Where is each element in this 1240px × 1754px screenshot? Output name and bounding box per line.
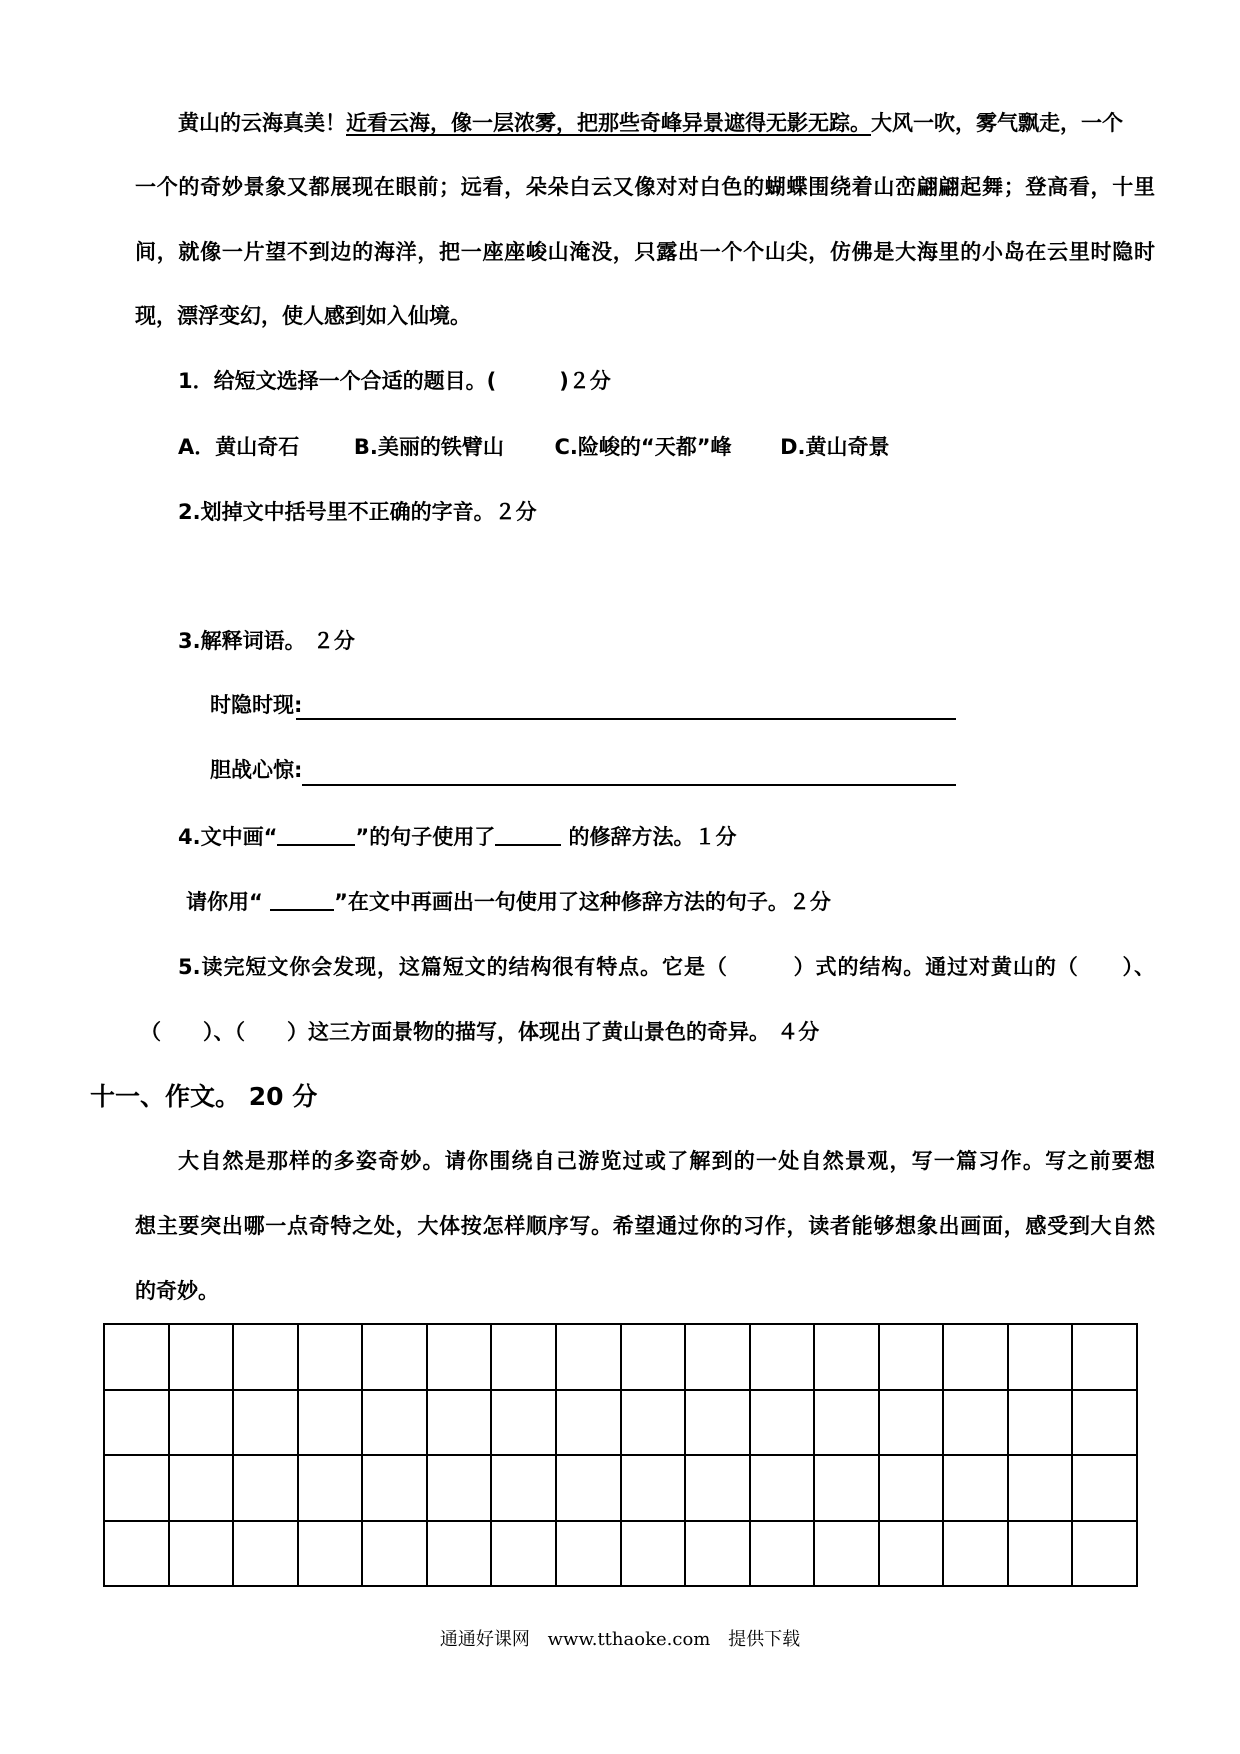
grid-cell[interactable] bbox=[105, 1391, 170, 1457]
grid-cell[interactable] bbox=[170, 1325, 235, 1391]
grid-cell[interactable] bbox=[428, 1325, 493, 1391]
grid-cell[interactable] bbox=[492, 1325, 557, 1391]
grid-cell[interactable] bbox=[234, 1522, 299, 1588]
grid-cell[interactable] bbox=[1009, 1325, 1074, 1391]
passage-line-1 bbox=[178, 108, 1155, 138]
question-4-line-2-part-b: ”在文中再画出一句使用了这种修辞方法的句子。２分 bbox=[334, 890, 831, 914]
grid-cell[interactable] bbox=[170, 1456, 235, 1522]
grid-cell[interactable] bbox=[363, 1325, 428, 1391]
grid-cell[interactable] bbox=[751, 1522, 816, 1588]
passage-line-1-suffix: 大风一吹，雾气飘走，一个 bbox=[871, 111, 1123, 135]
term-2-label: 胆战心惊: bbox=[210, 758, 303, 782]
option-a: A．黄山奇石 bbox=[178, 435, 300, 459]
question-4-line-2 bbox=[186, 887, 831, 917]
grid-cell[interactable] bbox=[944, 1522, 1009, 1588]
footer-note: 提供下载 bbox=[728, 1629, 801, 1650]
grid-cell[interactable] bbox=[1073, 1522, 1138, 1588]
grid-cell[interactable] bbox=[492, 1391, 557, 1457]
footer-site-name: 通通好课网 bbox=[439, 1629, 530, 1650]
grid-cell[interactable] bbox=[299, 1391, 364, 1457]
grid-cell[interactable] bbox=[428, 1522, 493, 1588]
option-b: B.美丽的铁臂山 bbox=[353, 435, 504, 459]
grid-cell[interactable] bbox=[815, 1391, 880, 1457]
grid-cell[interactable] bbox=[1009, 1391, 1074, 1457]
grid-cell[interactable] bbox=[751, 1391, 816, 1457]
essay-prompt-line-1: 大自然是那样的多姿奇妙。请你围绕自己游览过或了解到的一处自然景观，写一篇习作。写之前要想 bbox=[178, 1149, 1155, 1173]
option-c: C.险峻的“天都”峰 bbox=[554, 435, 732, 459]
passage-underlined-sentence: 近看云海，像一层浓雾，把那些奇峰异景遮得无影无踪。 bbox=[346, 111, 871, 135]
grid-cell[interactable] bbox=[234, 1325, 299, 1391]
grid-cell[interactable] bbox=[299, 1522, 364, 1588]
grid-cell[interactable] bbox=[1073, 1391, 1138, 1457]
grid-cell[interactable] bbox=[105, 1325, 170, 1391]
term-1-label: 时隐时现: bbox=[210, 693, 303, 717]
question-5-line-1: 5.读完短文你会发现，这篇短文的结构很有特点。它是（ ）式的结构。通过对黄山的（ ）、 bbox=[178, 955, 1155, 979]
question-5-line-2: （ ）、（ ）这三方面景物的描写，体现出了黄山景色的奇异。 ４分 bbox=[140, 1020, 820, 1044]
grid-cell[interactable] bbox=[557, 1325, 622, 1391]
grid-cell[interactable] bbox=[944, 1325, 1009, 1391]
grid-cell[interactable] bbox=[815, 1456, 880, 1522]
option-d: D.黄山奇景 bbox=[780, 435, 890, 459]
grid-cell[interactable] bbox=[1073, 1325, 1138, 1391]
grid-cell[interactable] bbox=[751, 1325, 816, 1391]
grid-cell[interactable] bbox=[428, 1391, 493, 1457]
term-1-answer-line[interactable] bbox=[296, 718, 956, 720]
question-4 bbox=[178, 822, 737, 852]
grid-cell[interactable] bbox=[234, 1391, 299, 1457]
passage-line-4: 现，漂浮变幻，使人感到如入仙境。 bbox=[135, 304, 471, 328]
passage-line-3: 间，就像一片望不到边的海洋，把一座座峻山淹没，只露出一个个山尖，仿佛是大海里的小岛在云里时隐时 bbox=[135, 240, 1155, 264]
grid-cell[interactable] bbox=[1009, 1456, 1074, 1522]
grid-cell[interactable] bbox=[557, 1456, 622, 1522]
footer-url: www.tthaoke.com bbox=[547, 1629, 711, 1650]
grid-cell[interactable] bbox=[944, 1456, 1009, 1522]
question-1: 1．给短文选择一个合适的题目。( )２分 bbox=[178, 369, 611, 393]
grid-cell[interactable] bbox=[880, 1522, 945, 1588]
grid-cell[interactable] bbox=[815, 1522, 880, 1588]
grid-cell[interactable] bbox=[880, 1325, 945, 1391]
question-4-part-a: 4.文中画“ bbox=[178, 825, 278, 849]
grid-cell[interactable] bbox=[234, 1456, 299, 1522]
essay-heading: 十一、作文。 20 分 bbox=[90, 1082, 318, 1111]
rhetoric-answer-blank[interactable] bbox=[495, 822, 561, 846]
question-4-part-b: ”的句子使用了 bbox=[355, 825, 496, 849]
grid-cell[interactable] bbox=[1009, 1522, 1074, 1588]
grid-cell[interactable] bbox=[492, 1522, 557, 1588]
question-4-part-c: 的修辞方法。１分 bbox=[561, 825, 737, 849]
grid-cell[interactable] bbox=[105, 1522, 170, 1588]
underline-mark-sample-2 bbox=[270, 887, 334, 911]
passage-line-2: 一个的奇妙景象又都展现在眼前；远看，朵朵白云又像对对白色的蝴蝶围绕着山峦翩翩起舞；登高看，十里 bbox=[135, 175, 1155, 199]
grid-cell[interactable] bbox=[170, 1391, 235, 1457]
grid-cell[interactable] bbox=[299, 1456, 364, 1522]
grid-cell[interactable] bbox=[492, 1456, 557, 1522]
grid-cell[interactable] bbox=[105, 1456, 170, 1522]
writing-grid[interactable] bbox=[103, 1323, 1138, 1587]
grid-cell[interactable] bbox=[880, 1391, 945, 1457]
grid-cell[interactable] bbox=[815, 1325, 880, 1391]
grid-cell[interactable] bbox=[686, 1522, 751, 1588]
grid-cell[interactable] bbox=[299, 1325, 364, 1391]
grid-cell[interactable] bbox=[944, 1391, 1009, 1457]
underline-mark-sample bbox=[277, 822, 355, 846]
question-1-options bbox=[178, 432, 890, 462]
grid-cell[interactable] bbox=[622, 1325, 687, 1391]
grid-cell[interactable] bbox=[363, 1391, 428, 1457]
footer bbox=[0, 1628, 1240, 1652]
grid-cell[interactable] bbox=[363, 1522, 428, 1588]
grid-cell[interactable] bbox=[622, 1456, 687, 1522]
grid-cell[interactable] bbox=[428, 1456, 493, 1522]
question-4-line-2-part-a: 请你用“ bbox=[186, 890, 271, 914]
grid-cell[interactable] bbox=[622, 1391, 687, 1457]
essay-prompt-line-3: 的奇妙。 bbox=[135, 1279, 219, 1303]
question-3: 3.解释词语。 ２分 bbox=[178, 629, 355, 653]
grid-cell[interactable] bbox=[880, 1456, 945, 1522]
question-2: 2.划掉文中括号里不正确的字音。２分 bbox=[178, 500, 537, 524]
grid-cell[interactable] bbox=[363, 1456, 428, 1522]
grid-cell[interactable] bbox=[686, 1325, 751, 1391]
passage-line-1-prefix: 黄山的云海真美！ bbox=[178, 111, 346, 135]
grid-cell[interactable] bbox=[622, 1522, 687, 1588]
grid-cell[interactable] bbox=[1073, 1456, 1138, 1522]
term-2-answer-line[interactable] bbox=[302, 784, 956, 786]
grid-cell[interactable] bbox=[557, 1391, 622, 1457]
grid-cell[interactable] bbox=[557, 1522, 622, 1588]
grid-cell[interactable] bbox=[686, 1391, 751, 1457]
essay-prompt-line-2: 想主要突出哪一点奇特之处，大体按怎样顺序写。希望通过你的习作，读者能够想象出画面，感受到大自然 bbox=[135, 1214, 1155, 1238]
grid-cell[interactable] bbox=[170, 1522, 235, 1588]
grid-cell[interactable] bbox=[751, 1456, 816, 1522]
grid-cell[interactable] bbox=[686, 1456, 751, 1522]
